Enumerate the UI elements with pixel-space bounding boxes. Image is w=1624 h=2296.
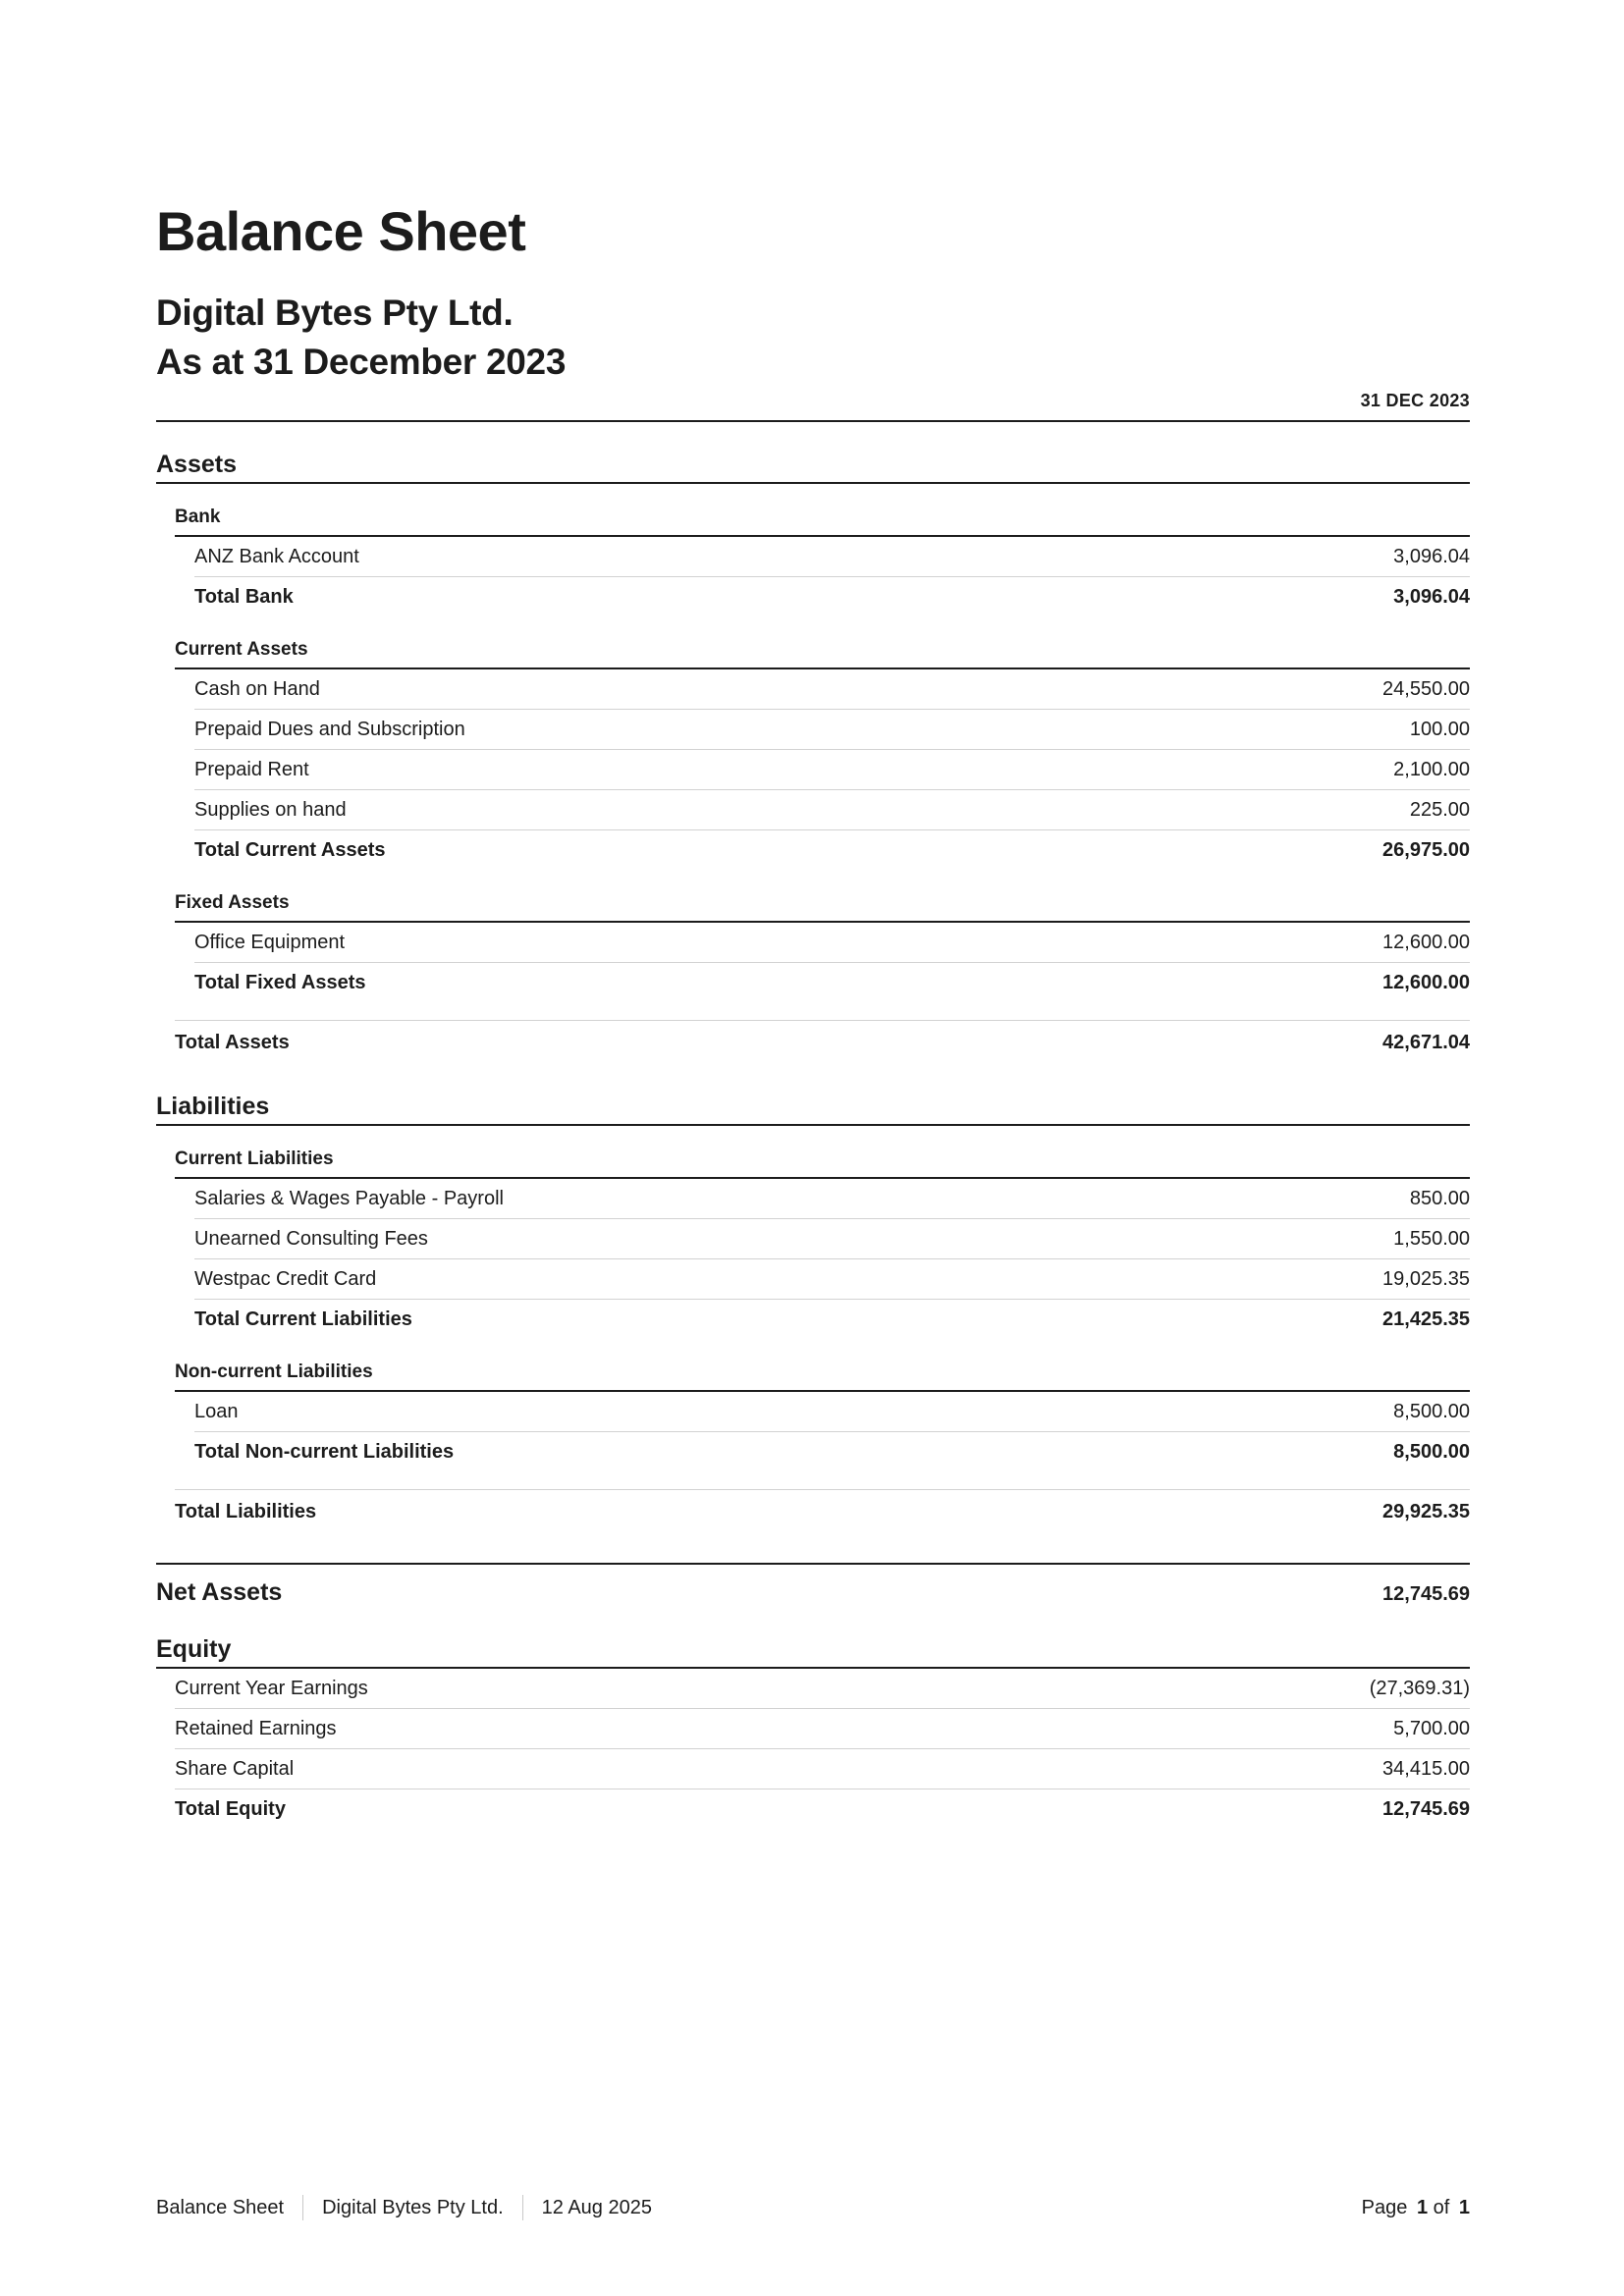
subsection-bank: [175, 507, 1470, 616]
footer-print-date: 12 Aug 2025: [541, 2196, 652, 2218]
subsection-total-row: [194, 577, 1470, 616]
footer-divider: [302, 2195, 303, 2220]
subsection-heading-fixed-assets: Fixed Assets: [175, 893, 1470, 923]
net-assets-label: Net Assets: [156, 1578, 283, 1606]
account-label: ANZ Bank Account: [194, 545, 359, 567]
page-number: 1: [1416, 2196, 1429, 2218]
section-assets: [156, 452, 1470, 1064]
account-value: 12,600.00: [1382, 931, 1470, 953]
account-value: 8,500.00: [1393, 1400, 1470, 1422]
total-label: Total Bank: [194, 585, 294, 608]
account-row: [194, 1179, 1470, 1219]
account-value: 850.00: [1409, 1187, 1470, 1209]
total-assets-label: Total Assets: [175, 1031, 290, 1053]
section-heading-equity: Equity: [156, 1636, 1470, 1669]
account-row: [194, 710, 1470, 750]
subsection-heading-current-liabilities: Current Liabilities: [175, 1149, 1470, 1179]
equity-rows: [175, 1669, 1470, 1829]
subsection-fixed-assets: [175, 893, 1470, 1002]
footer-company-name: Digital Bytes Pty Ltd.: [322, 2196, 504, 2218]
account-label: Retained Earnings: [175, 1717, 337, 1739]
net-assets-row: [156, 1563, 1470, 1607]
net-assets-value: 12,745.69: [1382, 1583, 1470, 1605]
subsection-total-row: [194, 1300, 1470, 1339]
account-value: 3,096.04: [1393, 545, 1470, 567]
account-label: Westpac Credit Card: [194, 1267, 377, 1290]
account-label: Salaries & Wages Payable - Payroll: [194, 1187, 504, 1209]
section-liabilities: [156, 1094, 1470, 1533]
account-value: 24,550.00: [1382, 677, 1470, 700]
footer-left: [156, 2195, 652, 2220]
page-of: of: [1433, 2196, 1450, 2218]
account-row: [194, 537, 1470, 577]
account-value: 5,700.00: [1393, 1717, 1470, 1739]
account-value: 100.00: [1409, 718, 1470, 740]
report-content: [156, 0, 1470, 1829]
subsection-heading-noncurrent-liabilities: Non-current Liabilities: [175, 1362, 1470, 1392]
total-value: 12,600.00: [1382, 971, 1470, 993]
section-equity: [156, 1636, 1470, 1829]
total-equity-value: 12,745.69: [1382, 1797, 1470, 1820]
account-label: Unearned Consulting Fees: [194, 1227, 428, 1250]
footer-divider: [522, 2195, 523, 2220]
account-value: 34,415.00: [1382, 1757, 1470, 1780]
subsection-total-row: [194, 830, 1470, 870]
account-value: 225.00: [1409, 798, 1470, 821]
account-row: [194, 1392, 1470, 1432]
page-number-label: [1362, 2197, 1470, 2219]
account-row: [194, 750, 1470, 790]
account-label: Share Capital: [175, 1757, 295, 1780]
report-subtitle: [156, 289, 1470, 387]
total-equity-label: Total Equity: [175, 1797, 286, 1820]
account-label: Current Year Earnings: [175, 1677, 368, 1699]
total-liabilities-label: Total Liabilities: [175, 1500, 317, 1522]
total-value: 3,096.04: [1393, 585, 1470, 608]
subsection-current-assets: [175, 640, 1470, 870]
report-date-line: As at 31 December 2023: [156, 342, 567, 382]
account-row: [194, 923, 1470, 963]
total-value: 26,975.00: [1382, 838, 1470, 861]
account-value: 1,550.00: [1393, 1227, 1470, 1250]
footer-report-name: Balance Sheet: [156, 2196, 285, 2218]
account-label: Loan: [194, 1400, 239, 1422]
page-prefix: Page: [1361, 2196, 1408, 2218]
subsection-current-liabilities: [175, 1149, 1470, 1339]
account-row: [194, 669, 1470, 710]
total-value: 21,425.35: [1382, 1308, 1470, 1330]
subsection-total-row: [194, 963, 1470, 1002]
account-label: Supplies on hand: [194, 798, 347, 821]
account-row: [194, 1219, 1470, 1259]
account-label: Prepaid Rent: [194, 758, 309, 780]
page-footer: [156, 2195, 1470, 2220]
account-label: Prepaid Dues and Subscription: [194, 718, 465, 740]
account-row: [194, 1259, 1470, 1300]
account-label: Office Equipment: [194, 931, 346, 953]
subsection-heading-bank: Bank: [175, 507, 1470, 537]
column-header-date: 31 DEC 2023: [156, 391, 1470, 422]
subsection-noncurrent-liabilities: [175, 1362, 1470, 1471]
account-value: 2,100.00: [1393, 758, 1470, 780]
total-value: 8,500.00: [1393, 1440, 1470, 1463]
subsection-total-row: [194, 1432, 1470, 1471]
total-label: Total Current Liabilities: [194, 1308, 412, 1330]
account-row: [194, 790, 1470, 830]
account-value: 19,025.35: [1382, 1267, 1470, 1290]
total-label: Total Current Assets: [194, 838, 386, 861]
total-label: Total Non-current Liabilities: [194, 1440, 455, 1463]
account-row: [175, 1749, 1470, 1789]
report-title: Balance Sheet: [156, 200, 526, 262]
subsection-heading-current-assets: Current Assets: [175, 640, 1470, 669]
total-assets-value: 42,671.04: [1382, 1031, 1470, 1053]
total-equity-row: [175, 1789, 1470, 1829]
account-row: [175, 1709, 1470, 1749]
total-liabilities-value: 29,925.35: [1382, 1500, 1470, 1522]
account-value: (27,369.31): [1369, 1677, 1470, 1699]
total-label: Total Fixed Assets: [194, 971, 366, 993]
section-heading-liabilities: Liabilities: [156, 1094, 1470, 1126]
account-row: [175, 1669, 1470, 1709]
page-total: 1: [1458, 2196, 1470, 2218]
total-assets-row: [175, 1020, 1470, 1064]
section-heading-assets: Assets: [156, 452, 1470, 484]
account-label: Cash on Hand: [194, 677, 320, 700]
company-name: Digital Bytes Pty Ltd.: [156, 293, 514, 333]
total-liabilities-row: [175, 1489, 1470, 1533]
